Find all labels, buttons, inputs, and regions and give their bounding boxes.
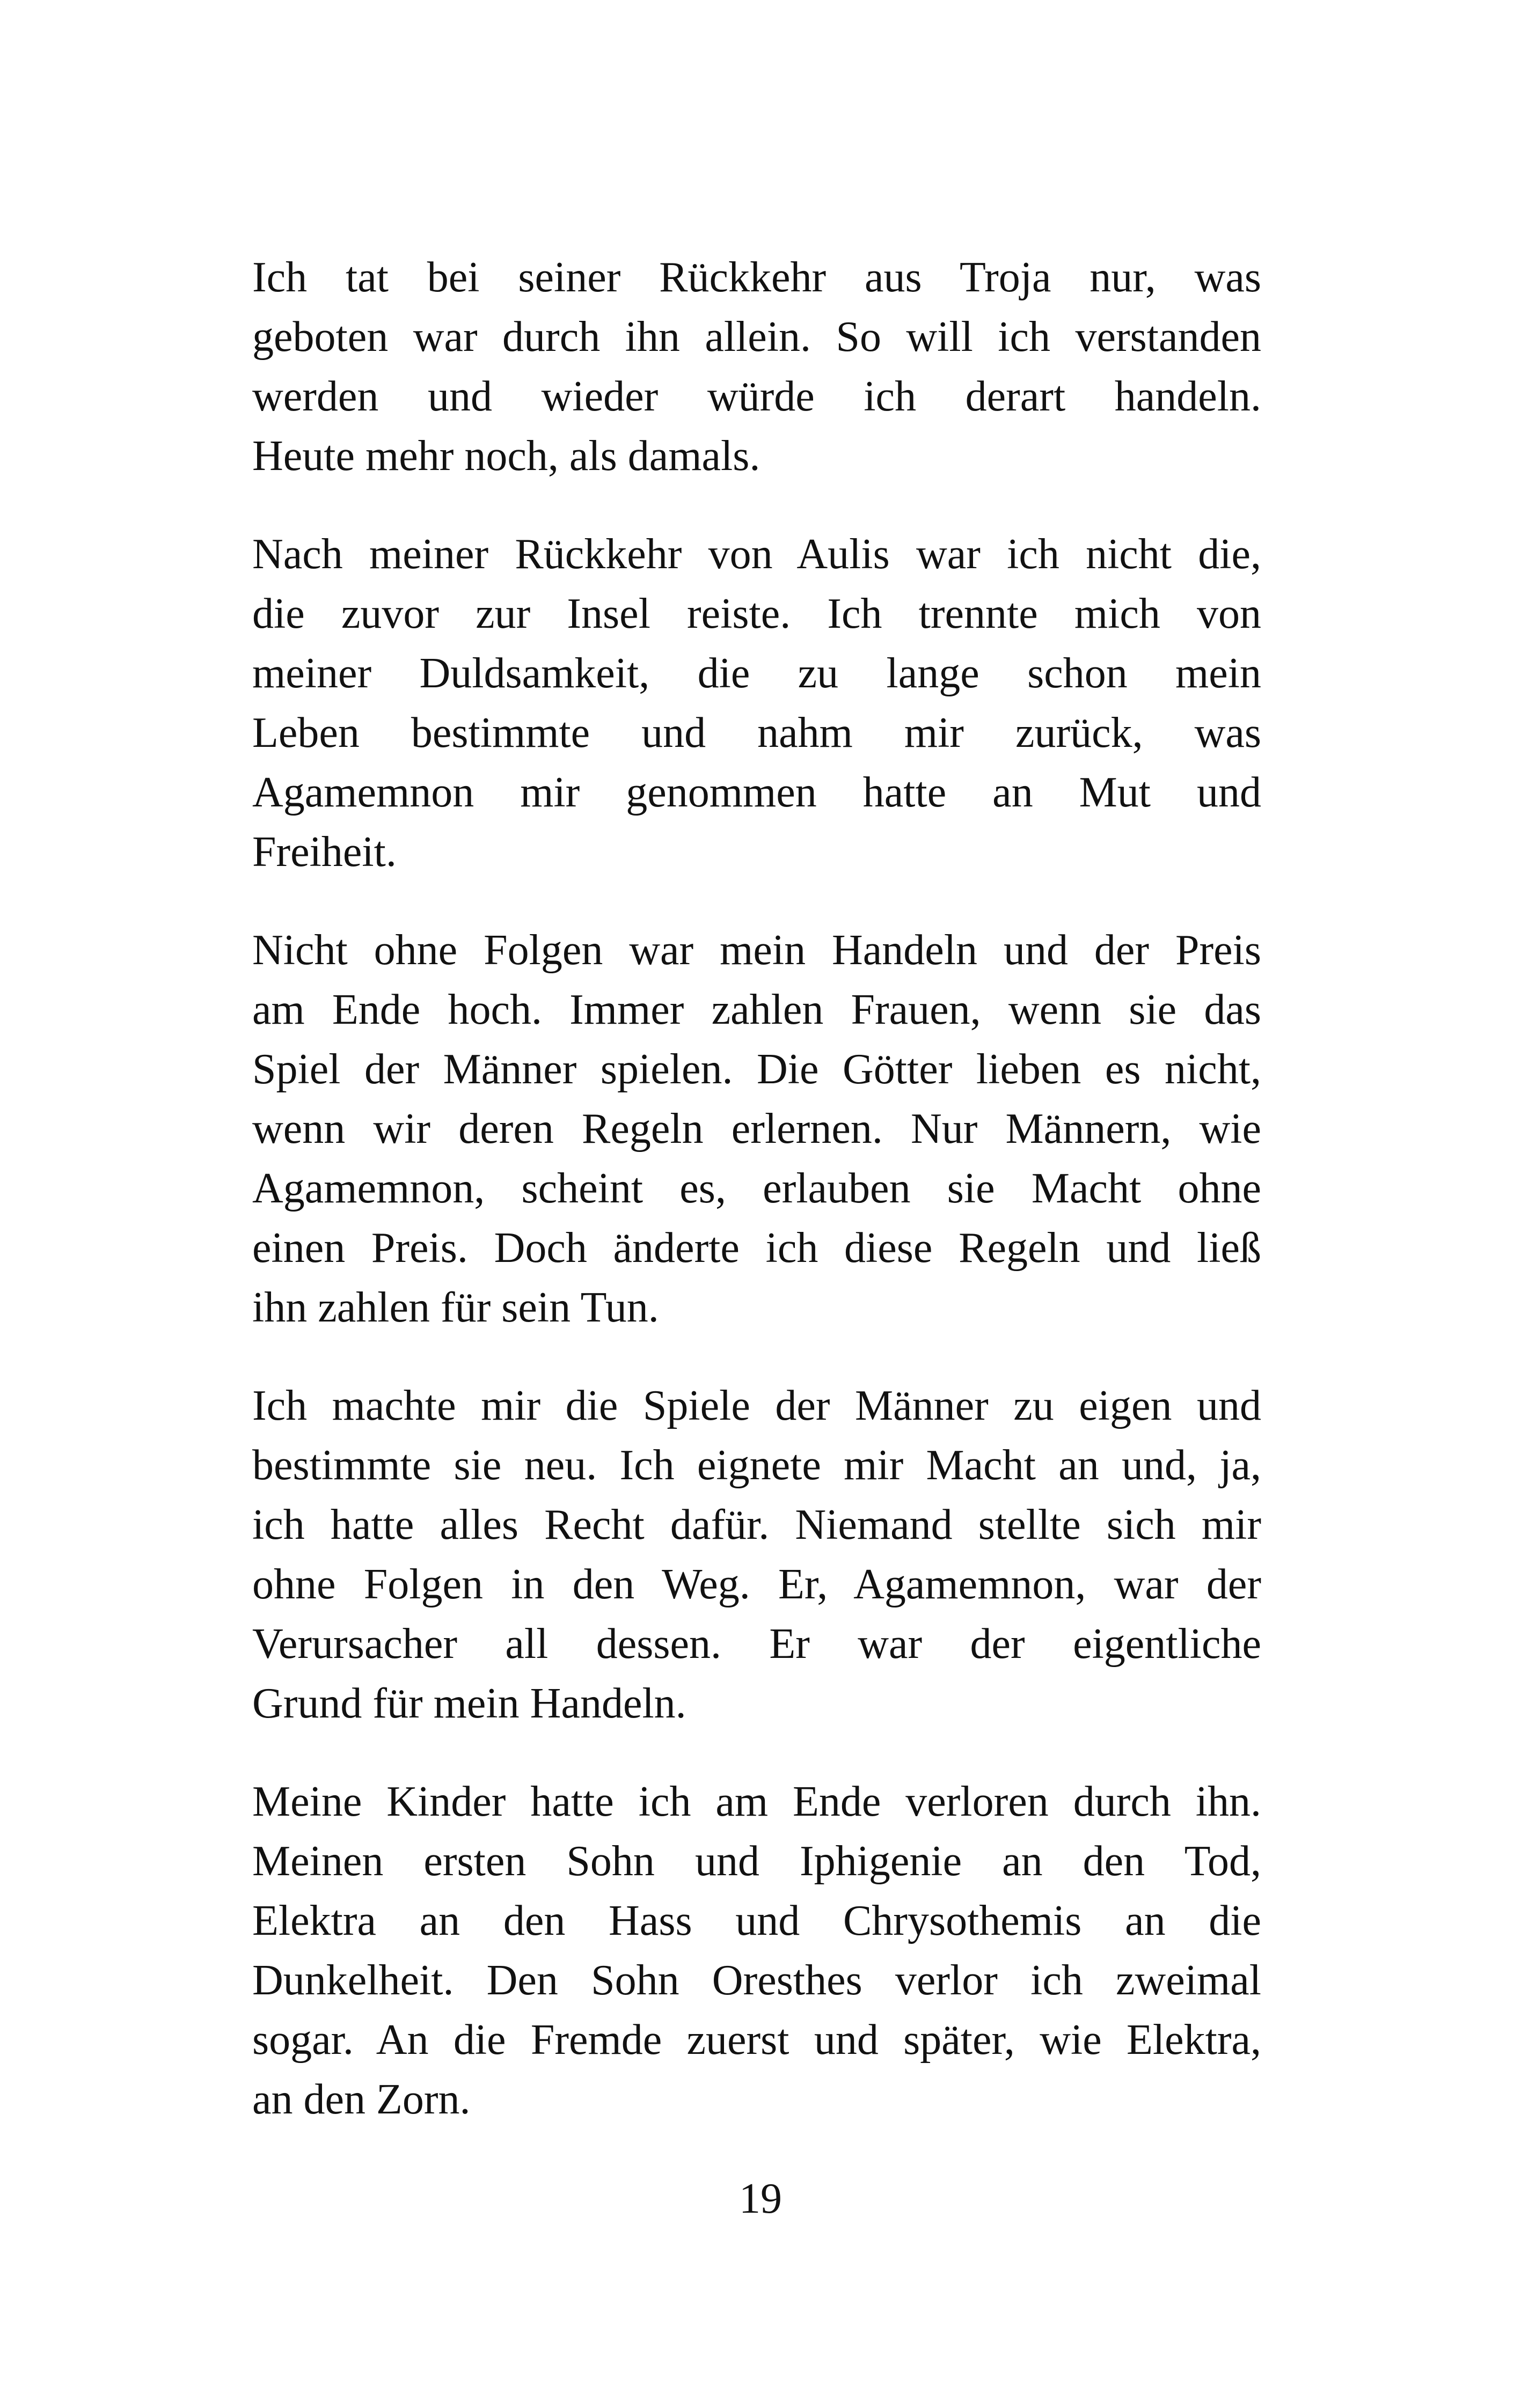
text-line: Agamemnon, scheint es, erlauben sie Macht ohne — [252, 1165, 1261, 1212]
paragraph-4 — [252, 1376, 1261, 1734]
paragraph-2 — [252, 525, 1261, 882]
paragraph-3 — [252, 921, 1261, 1338]
text-line: Meine Kinder hatte ich am Ende verloren durch ihn. — [252, 1778, 1261, 1825]
text-line: Grund für mein Handeln. — [252, 1680, 686, 1727]
body-text — [252, 248, 1261, 2130]
text-line: sogar. An die Fremde zuerst und später, wie Elektra, — [252, 2016, 1261, 2064]
text-line: werden und wieder würde ich derart handeln. — [252, 373, 1261, 420]
text-line: wenn wir deren Regeln erlernen. Nur Männern, wie — [252, 1105, 1261, 1152]
text-line: am Ende hoch. Immer zahlen Frauen, wenn sie das — [252, 986, 1261, 1033]
text-line: Freiheit. — [252, 828, 397, 876]
text-line: Leben bestimmte und nahm mir zurück, was — [252, 709, 1261, 757]
text-line: bestimmte sie neu. Ich eignete mir Macht an und, ja, — [252, 1442, 1261, 1489]
paragraph-1 — [252, 248, 1261, 486]
text-line: geboten war durch ihn allein. So will ich verstanden — [252, 313, 1261, 361]
text-line: Elektra an den Hass und Chrysothemis an die — [252, 1897, 1261, 1944]
text-line: Verursacher all dessen. Er war der eigentliche — [252, 1620, 1261, 1668]
text-line: Agamemnon mir genommen hatte an Mut und — [252, 769, 1261, 816]
page-number: 19 — [739, 2175, 782, 2222]
text-line: Meinen ersten Sohn und Iphigenie an den Tod, — [252, 1838, 1261, 1885]
text-line: an den Zorn. — [252, 2076, 471, 2123]
text-line: ohne Folgen in den Weg. Er, Agamemnon, war der — [252, 1561, 1261, 1608]
text-line: die zuvor zur Insel reiste. Ich trennte mich von — [252, 590, 1261, 637]
text-line: Spiel der Männer spielen. Die Götter lieben es nicht, — [252, 1046, 1261, 1093]
text-line: Ich tat bei seiner Rückkehr aus Troja nur, was — [252, 254, 1261, 301]
text-line: Ich machte mir die Spiele der Männer zu eigen und — [252, 1382, 1261, 1429]
text-line: meiner Duldsamkeit, die zu lange schon mein — [252, 650, 1261, 697]
text-line: Heute mehr noch, als damals. — [252, 432, 760, 480]
text-line: Dunkelheit. Den Sohn Oresthes verlor ich zweimal — [252, 1957, 1261, 2004]
paragraph-5 — [252, 1772, 1261, 2130]
text-line: Nach meiner Rückkehr von Aulis war ich nicht die, — [252, 531, 1261, 578]
text-line: ihn zahlen für sein Tun. — [252, 1284, 659, 1331]
text-line: einen Preis. Doch änderte ich diese Regeln und ließ — [252, 1224, 1261, 1272]
text-line: Nicht ohne Folgen war mein Handeln und der Preis — [252, 927, 1261, 974]
text-line: ich hatte alles Recht dafür. Niemand stellte sich mir — [252, 1501, 1261, 1548]
